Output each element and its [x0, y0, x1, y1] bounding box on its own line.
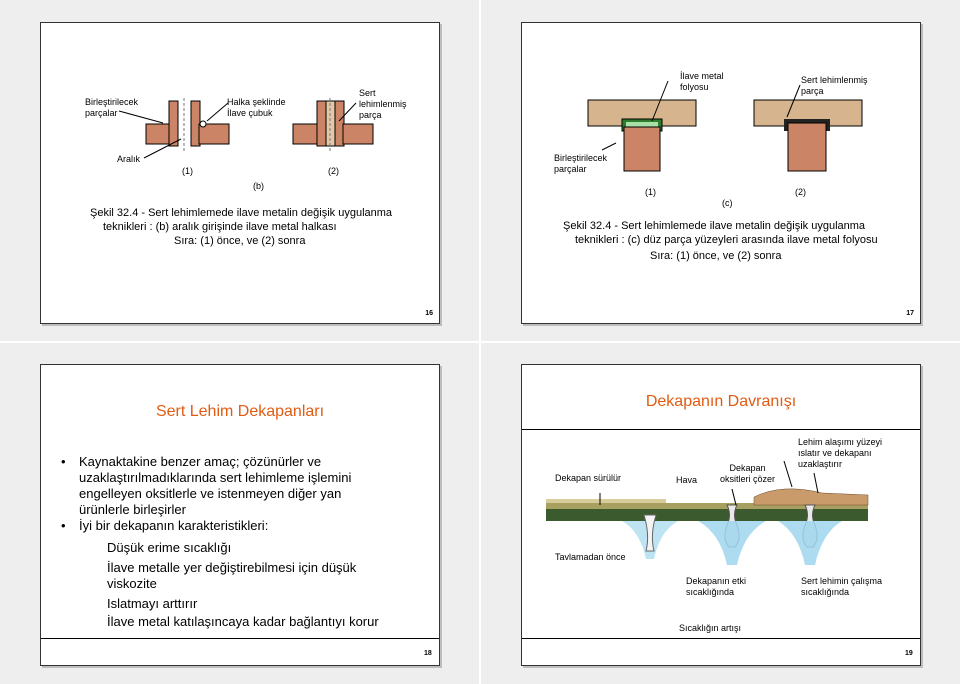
flux-temp-label: Dekapanın etki sıcaklığında [686, 576, 747, 597]
caption-line-3: Sıra: (1) önce, ve (2) sonra [650, 250, 782, 262]
bullet-1: Kaynaktakine benzer amaç; çözünürler ve uzaklaştırılmadıklarında sert lehimleme işlemini engelleyen oksitlerle ve istenmeyen diğer yan ürünlerle birleşirler [79, 454, 352, 517]
sub-item-4: İlave metal katılaşıncaya kadar bağlantıyı korur [107, 614, 379, 629]
slide-title: Dekapanın Davranışı [645, 393, 797, 410]
slide-title: Sert Lehim Dekapanları [155, 403, 325, 420]
caption-line-2: teknikleri : (c) düz parça yüzeyleri arasında ilave metal folyosu [575, 234, 878, 246]
bullet-marker: • [61, 518, 66, 533]
slide-17 [521, 22, 921, 324]
brazed-part-label: Sert lehimlenmiş parça [801, 75, 868, 96]
before-heating-label: Tavlamadan önce [555, 552, 626, 562]
working-temp-label: Sert lehimin çalışma sıcaklığında [801, 576, 883, 597]
page-number: 16 [425, 310, 433, 317]
slide-18 [40, 364, 440, 666]
flame-zone-2 [778, 521, 842, 565]
variant-label: (b) [253, 181, 264, 191]
flux-top-layer [546, 499, 666, 503]
air-label: Hava [676, 475, 698, 485]
molten-alloy [754, 489, 868, 505]
oxide-dissolve-label: Dekapan oksitleri çözer [720, 463, 776, 484]
page-number: 19 [905, 650, 913, 657]
parts-label: Birleştirilecek parçalar [554, 153, 608, 174]
sub-item-3: Islatmayı arttırır [107, 596, 198, 611]
caption-line-2: teknikleri : (b) aralık girişinde ilave metal halkası [103, 221, 337, 233]
ring-label: Halka şeklinde İlave çubuk [227, 97, 286, 118]
caption-line-1: Şekil 32.4 - Sert lehimlemede ilave metalin değişik uygulanma [563, 220, 866, 232]
slide-19 [521, 364, 921, 666]
sub-item-1: Düşük erime sıcaklığı [107, 540, 232, 555]
parts-label: Birleştirilecek parçalar [85, 97, 139, 118]
footer-divider [41, 638, 439, 639]
foil-label: İlave metal folyosu [680, 71, 724, 92]
bullet-2: İyi bir dekapanın karakteristikleri: [79, 518, 269, 533]
stage-1-label: (1) [645, 187, 656, 197]
page-number: 18 [424, 650, 432, 657]
variant-label: (c) [722, 198, 733, 208]
stage-1-assembly [146, 98, 229, 153]
sub-item-2: İlave metalle yer değiştirebilmesi için düşük viskozite [107, 560, 357, 591]
slide-16 [40, 22, 440, 324]
stage-2-label: (2) [328, 166, 339, 176]
gap-label: Aralık [117, 154, 141, 164]
bullet-marker: • [61, 454, 66, 469]
caption-line-1: Şekil 32.4 - Sert lehimlemede ilave metalin değişik uygulanma [90, 207, 393, 219]
caption-line-3: Sıra: (1) önce, ve (2) sonra [174, 235, 306, 247]
brazed-part-label: Sert lehimlenmiş parça [359, 88, 407, 120]
stage-1-label: (1) [182, 166, 193, 176]
stage-2-label: (2) [795, 187, 806, 197]
flame-zone-1 [698, 521, 766, 565]
stage-2-assembly [754, 100, 862, 171]
alloy-wets-label: Lehim alaşımı yüzeyi ıslatır ve dekapanı uzaklaştırır [798, 437, 883, 469]
base-metal [546, 507, 868, 521]
page-number: 17 [906, 310, 914, 317]
foil-diagram [522, 23, 920, 203]
temperature-rise-label: Sıcaklığın artışı [679, 623, 742, 633]
flux-applied-label: Dekapan sürülür [555, 473, 622, 483]
footer-divider [522, 638, 920, 639]
